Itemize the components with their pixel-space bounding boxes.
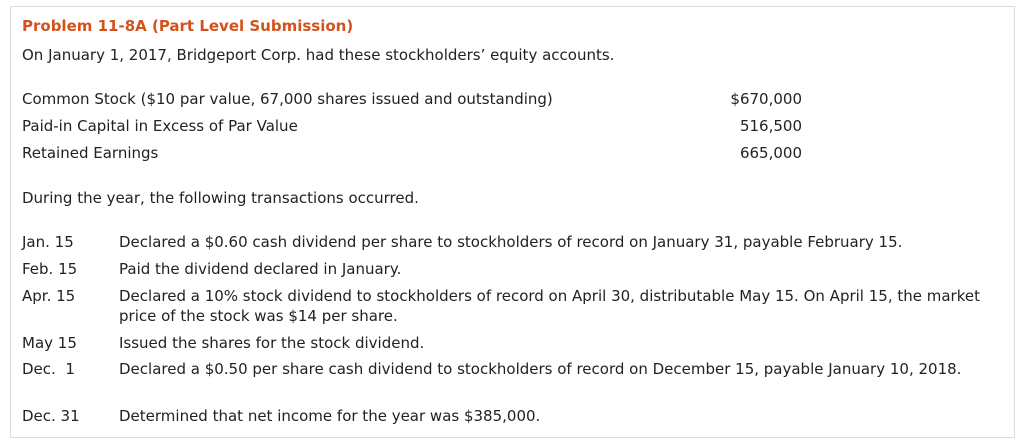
transaction-date: Dec. 31	[22, 407, 80, 425]
transaction-date: Apr. 15	[22, 287, 76, 305]
intro-text: On January 1, 2017, Bridgeport Corp. had these stockholders’ equity accounts.	[22, 46, 615, 64]
problem-title: Problem 11-8A (Part Level Submission)	[22, 17, 354, 35]
transaction-description: Declared a $0.60 cash dividend per share to stockholders of record on January 31, payable February 15.	[119, 233, 903, 251]
transaction-description: Declared a 10% stock dividend to stockholders of record on April 30, distributable May 15. On April 15, the market price of the stock was $14 per share.	[119, 287, 980, 325]
transaction-description: Determined that net income for the year was $385,000.	[119, 407, 541, 425]
transactions-intro: During the year, the following transactions occurred.	[22, 189, 419, 207]
transaction-description: Issued the shares for the stock dividend.	[119, 334, 425, 352]
account-row-common-stock	[22, 90, 802, 110]
account-label: Common Stock ($10 par value, 67,000 shares issued and outstanding)	[22, 90, 553, 108]
account-label: Paid-in Capital in Excess of Par Value	[22, 117, 298, 135]
account-label: Retained Earnings	[22, 144, 159, 162]
account-row-retained-earnings	[22, 144, 802, 164]
account-amount: 665,000	[739, 144, 802, 162]
transaction-date: May 15	[22, 334, 77, 352]
transaction-description: Declared a $0.50 per share cash dividend to stockholders of record on December 15, payable January 10, 2018.	[119, 360, 962, 378]
transaction-description: Paid the dividend declared in January.	[119, 260, 402, 278]
account-row-paid-in-capital	[22, 117, 802, 137]
account-amount: $670,000	[730, 90, 802, 108]
transaction-date: Feb. 15	[22, 260, 78, 278]
account-amount: 516,500	[739, 117, 802, 135]
transaction-date: Dec. 1	[22, 360, 75, 378]
transaction-date: Jan. 15	[22, 233, 74, 251]
